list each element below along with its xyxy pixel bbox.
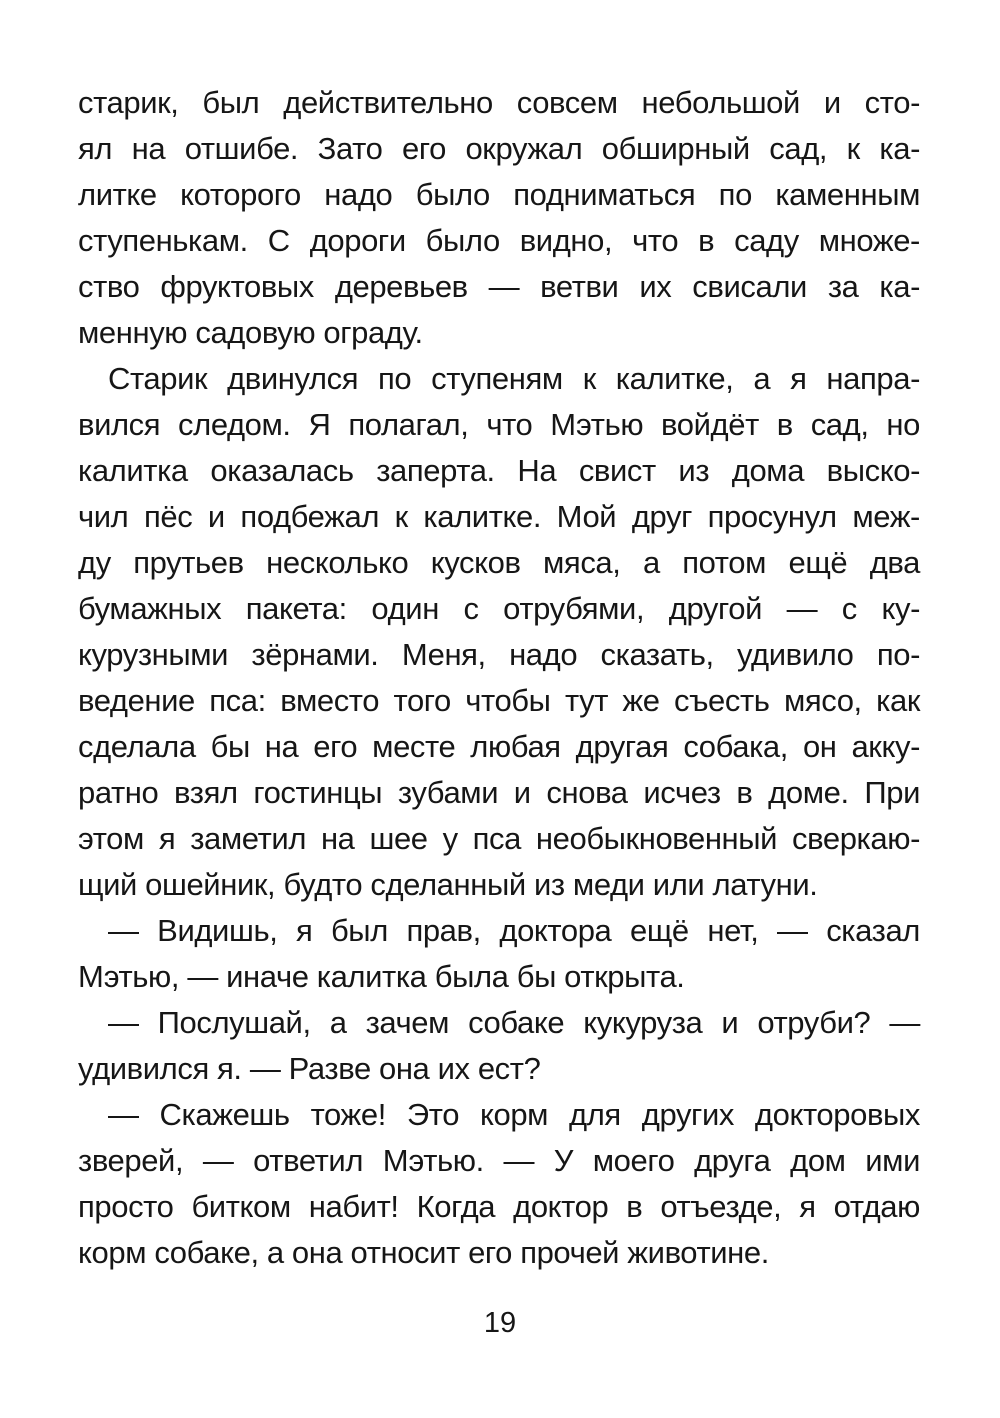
text-line: ство фруктовых деревьев — ветви их свисали за ка- (78, 269, 920, 304)
text-line: старик, был действительно совсем небольшой и сто- (78, 85, 920, 120)
text-line: чил пёс и подбежал к калитке. Мой друг просунул меж- (78, 499, 920, 534)
paragraph (78, 1092, 920, 1276)
text-line: щий ошейник, будто сделанный из меди или латуни. (78, 867, 818, 902)
text-line: ведение пса: вместо того чтобы тут же съесть мясо, как (78, 683, 920, 718)
paragraph (78, 356, 920, 908)
text-line: калитка оказалась заперта. На свист из дома выско- (78, 453, 920, 488)
text-line: корм собаке, а она относит его прочей животине. (78, 1235, 769, 1270)
page-number: 19 (483, 1307, 517, 1339)
text-line: сделала бы на его месте любая другая собака, он акку- (78, 729, 920, 764)
text-line: Мэтью, — иначе калитка была бы открыта. (78, 959, 685, 994)
text-line: удивился я. — Разве она их ест? (78, 1051, 541, 1086)
text-line: зверей, — ответил Мэтью. — У моего друга дом ими (78, 1143, 920, 1178)
text-line: Старик двинулся по ступеням к калитке, а я напра- (108, 361, 920, 396)
paragraph (78, 908, 920, 1000)
text-line: вился следом. Я полагал, что Мэтью войдёт в сад, но (78, 407, 920, 442)
paragraph (78, 80, 920, 356)
text-line: просто битком набит! Когда доктор в отъезде, я отдаю (78, 1189, 920, 1224)
text-line: — Видишь, я был прав, доктора ещё нет, — сказал (108, 913, 920, 948)
text-line: ратно взял гостинцы зубами и снова исчез в доме. При (78, 775, 920, 810)
text-line: этом я заметил на шее у пса необыкновенный сверкаю- (78, 821, 920, 856)
text-line: менную садовую ограду. (78, 315, 423, 350)
text-line: курузными зёрнами. Меня, надо сказать, удивило по- (78, 637, 920, 672)
text-line: ду прутьев несколько кусков мяса, а потом ещё два (78, 545, 920, 580)
text-line: ял на отшибе. Зато его окружал обширный сад, к ка- (78, 131, 920, 166)
paragraph (78, 1000, 920, 1092)
page-text (78, 80, 920, 1276)
text-line: литке которого надо было подниматься по каменным (78, 177, 920, 212)
text-line: — Скажешь тоже! Это корм для других докторовых (108, 1097, 920, 1132)
text-line: ступенькам. С дороги было видно, что в саду множе- (78, 223, 920, 258)
text-line: бумажных пакета: один с отрубями, другой — с ку- (78, 591, 920, 626)
text-line: — Послушай, а зачем собаке кукуруза и отруби? — (108, 1005, 920, 1040)
